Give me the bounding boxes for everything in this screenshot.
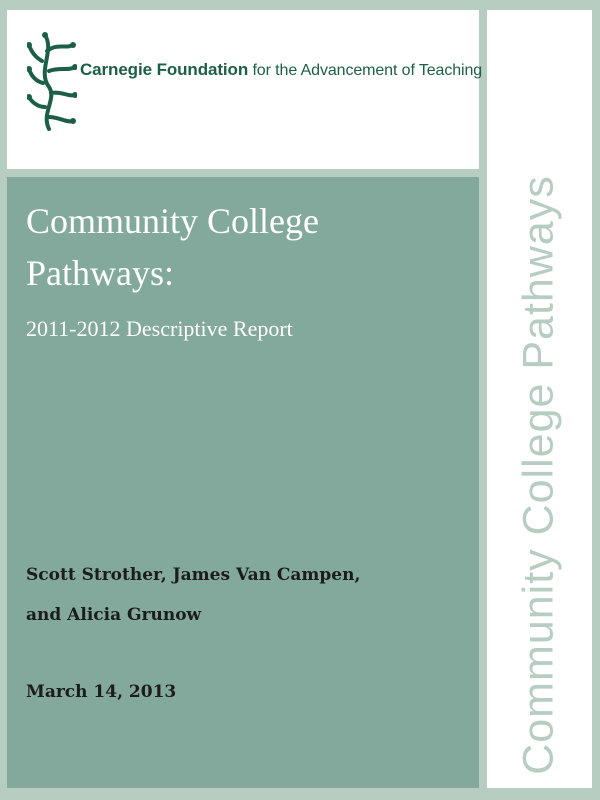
authors-line-2: and Alicia Grunow [26,605,202,625]
report-title-line-2: Pathways: [26,253,174,293]
vertical-title: Community College Pathways [514,175,563,775]
side-panel [487,10,592,788]
authors [26,555,360,635]
foundation-name: Carnegie Foundation [80,60,249,79]
authors-line-1: Scott Strother, James Van Campen, [26,565,361,585]
header-panel [7,10,483,169]
foundation-tagline: for the Advancement of Teaching [248,62,483,79]
report-title-line-1: Community College [26,201,319,241]
report-subtitle: 2011-2012 Descriptive Report [26,316,293,341]
tree-icon [27,31,77,131]
report-date: March 14, 2013 [26,682,177,702]
report-title [26,195,466,299]
title-panel [7,177,479,788]
foundation-logo-text [80,60,482,80]
